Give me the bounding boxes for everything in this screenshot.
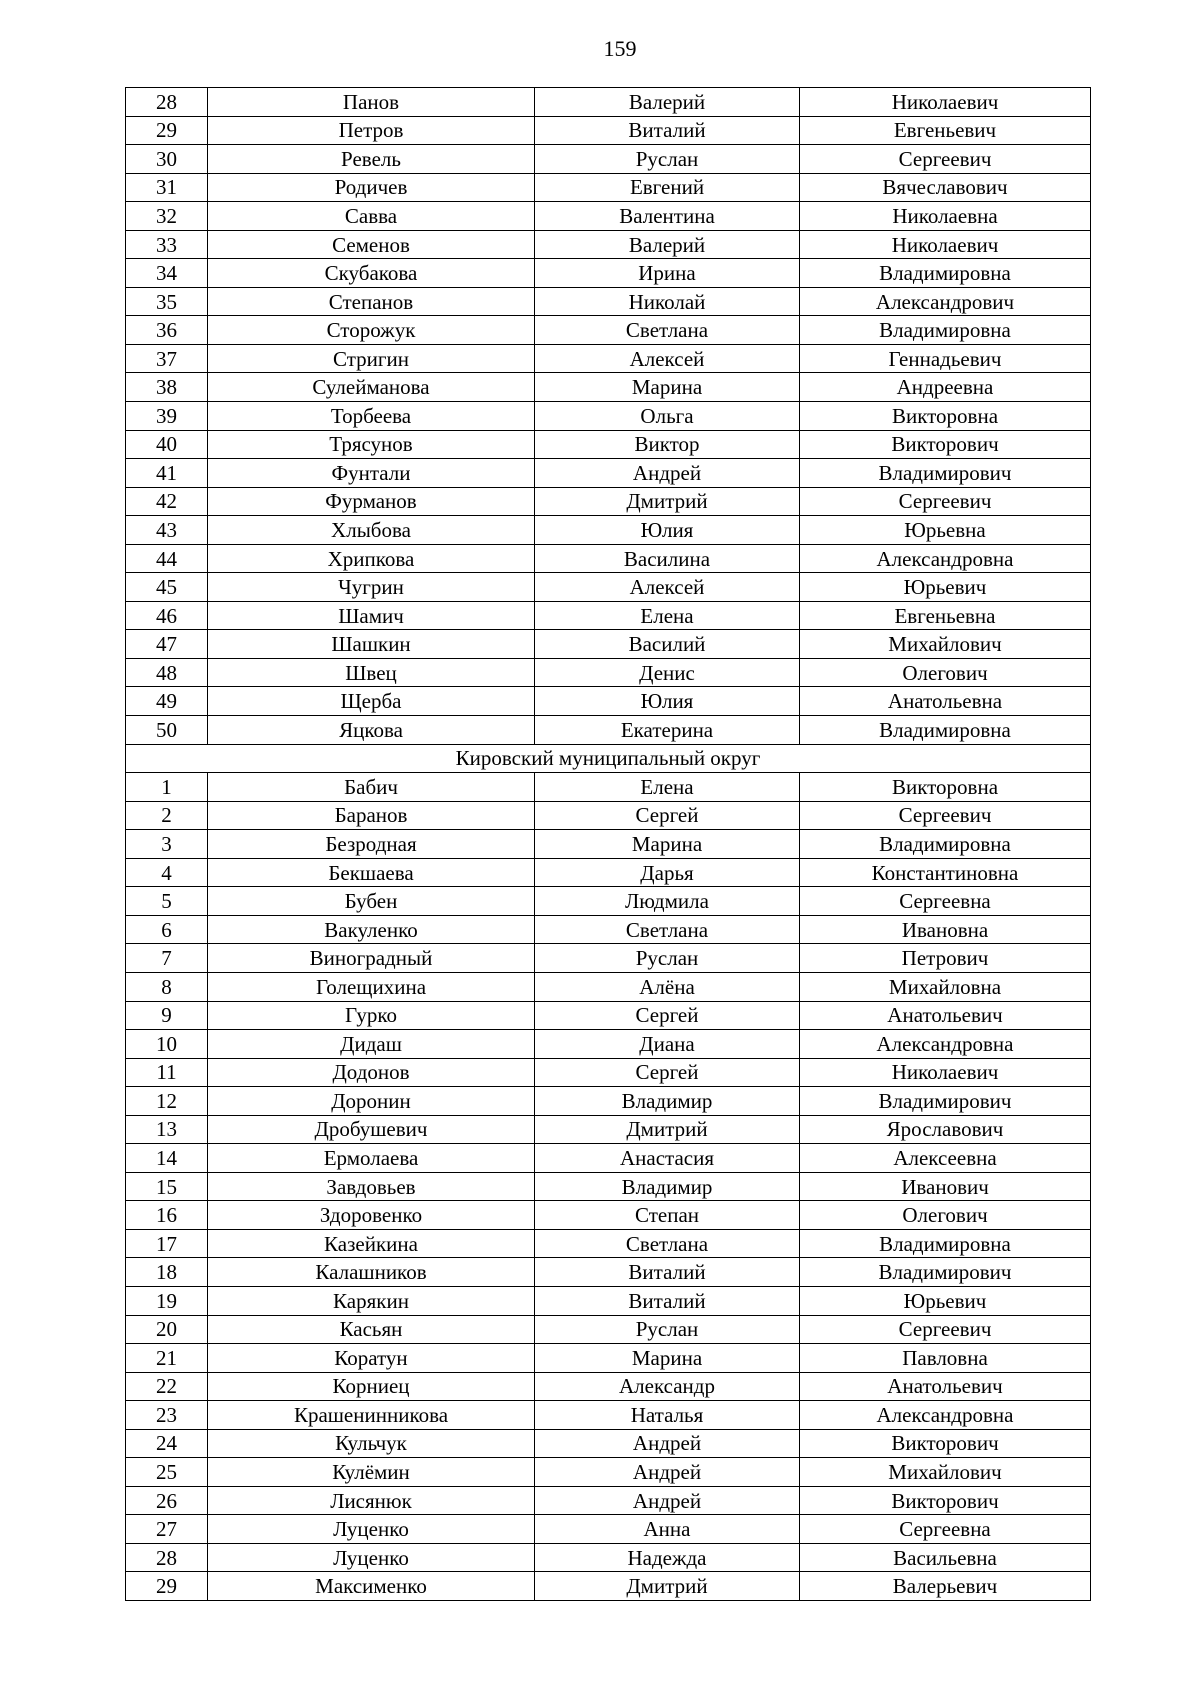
patronymic-cell: Александровна xyxy=(800,544,1091,573)
row-number: 2 xyxy=(126,801,208,830)
name-cell: Руслан xyxy=(535,1315,800,1344)
name-cell: Ирина xyxy=(535,259,800,288)
roster-body xyxy=(126,88,1091,1601)
row-number: 29 xyxy=(126,1572,208,1601)
surname-cell: Калашников xyxy=(208,1258,535,1287)
patronymic-cell: Викторович xyxy=(800,1486,1091,1515)
name-cell: Николай xyxy=(535,287,800,316)
patronymic-cell: Николаевич xyxy=(800,230,1091,259)
surname-cell: Скубакова xyxy=(208,259,535,288)
table-row xyxy=(126,430,1091,459)
table-row xyxy=(126,630,1091,659)
table-row xyxy=(126,316,1091,345)
table-row xyxy=(126,658,1091,687)
name-cell: Руслан xyxy=(535,944,800,973)
surname-cell: Торбеева xyxy=(208,402,535,431)
name-cell: Юлия xyxy=(535,516,800,545)
row-number: 45 xyxy=(126,573,208,602)
table-row xyxy=(126,1572,1091,1601)
table-row xyxy=(126,516,1091,545)
surname-cell: Доронин xyxy=(208,1087,535,1116)
table-row xyxy=(126,887,1091,916)
patronymic-cell: Сергеевна xyxy=(800,1515,1091,1544)
table-row xyxy=(126,1058,1091,1087)
row-number: 11 xyxy=(126,1058,208,1087)
row-number: 46 xyxy=(126,601,208,630)
name-cell: Светлана xyxy=(535,915,800,944)
patronymic-cell: Сергеевич xyxy=(800,487,1091,516)
table-row xyxy=(126,601,1091,630)
name-cell: Диана xyxy=(535,1030,800,1059)
section-row xyxy=(126,744,1091,773)
surname-cell: Виноградный xyxy=(208,944,535,973)
surname-cell: Бубен xyxy=(208,887,535,916)
patronymic-cell: Николаевна xyxy=(800,202,1091,231)
surname-cell: Дидаш xyxy=(208,1030,535,1059)
row-number: 26 xyxy=(126,1486,208,1515)
patronymic-cell: Юрьевич xyxy=(800,573,1091,602)
row-number: 29 xyxy=(126,116,208,145)
surname-cell: Сулейманова xyxy=(208,373,535,402)
name-cell: Надежда xyxy=(535,1543,800,1572)
name-cell: Марина xyxy=(535,830,800,859)
patronymic-cell: Владимировна xyxy=(800,259,1091,288)
patronymic-cell: Александрович xyxy=(800,287,1091,316)
row-number: 31 xyxy=(126,173,208,202)
table-row xyxy=(126,1258,1091,1287)
row-number: 7 xyxy=(126,944,208,973)
surname-cell: Луценко xyxy=(208,1515,535,1544)
patronymic-cell: Владимировна xyxy=(800,1229,1091,1258)
row-number: 3 xyxy=(126,830,208,859)
row-number: 14 xyxy=(126,1144,208,1173)
surname-cell: Ревель xyxy=(208,145,535,174)
row-number: 48 xyxy=(126,658,208,687)
row-number: 9 xyxy=(126,1001,208,1030)
name-cell: Денис xyxy=(535,658,800,687)
name-cell: Александр xyxy=(535,1372,800,1401)
surname-cell: Чугрин xyxy=(208,573,535,602)
patronymic-cell: Викторовна xyxy=(800,773,1091,802)
section-title: Кировский муниципальный округ xyxy=(126,744,1091,773)
patronymic-cell: Николаевич xyxy=(800,88,1091,117)
patronymic-cell: Петрович xyxy=(800,944,1091,973)
row-number: 44 xyxy=(126,544,208,573)
table-row xyxy=(126,1144,1091,1173)
name-cell: Виталий xyxy=(535,1258,800,1287)
patronymic-cell: Сергеевич xyxy=(800,1315,1091,1344)
surname-cell: Казейкина xyxy=(208,1229,535,1258)
surname-cell: Шамич xyxy=(208,601,535,630)
name-cell: Валерий xyxy=(535,88,800,117)
name-cell: Виталий xyxy=(535,116,800,145)
surname-cell: Максименко xyxy=(208,1572,535,1601)
name-cell: Сергей xyxy=(535,801,800,830)
patronymic-cell: Сергеевна xyxy=(800,887,1091,916)
table-row xyxy=(126,544,1091,573)
row-number: 22 xyxy=(126,1372,208,1401)
table-row xyxy=(126,1030,1091,1059)
patronymic-cell: Михайлович xyxy=(800,630,1091,659)
name-cell: Виталий xyxy=(535,1286,800,1315)
surname-cell: Карякин xyxy=(208,1286,535,1315)
table-row xyxy=(126,1201,1091,1230)
row-number: 1 xyxy=(126,773,208,802)
name-cell: Светлана xyxy=(535,1229,800,1258)
patronymic-cell: Анатольевич xyxy=(800,1372,1091,1401)
patronymic-cell: Ивановна xyxy=(800,915,1091,944)
surname-cell: Трясунов xyxy=(208,430,535,459)
row-number: 16 xyxy=(126,1201,208,1230)
table-row xyxy=(126,116,1091,145)
patronymic-cell: Владимирович xyxy=(800,459,1091,488)
patronymic-cell: Михайловна xyxy=(800,972,1091,1001)
table-row xyxy=(126,287,1091,316)
surname-cell: Вакуленко xyxy=(208,915,535,944)
table-row xyxy=(126,1372,1091,1401)
surname-cell: Крашенинникова xyxy=(208,1401,535,1430)
name-cell: Елена xyxy=(535,773,800,802)
row-number: 40 xyxy=(126,430,208,459)
patronymic-cell: Вячеславович xyxy=(800,173,1091,202)
surname-cell: Голещихина xyxy=(208,972,535,1001)
surname-cell: Здоровенко xyxy=(208,1201,535,1230)
table-row xyxy=(126,801,1091,830)
patronymic-cell: Константиновна xyxy=(800,858,1091,887)
row-number: 41 xyxy=(126,459,208,488)
row-number: 18 xyxy=(126,1258,208,1287)
name-cell: Юлия xyxy=(535,687,800,716)
row-number: 37 xyxy=(126,344,208,373)
table-row xyxy=(126,88,1091,117)
surname-cell: Бабич xyxy=(208,773,535,802)
name-cell: Екатерина xyxy=(535,716,800,745)
row-number: 6 xyxy=(126,915,208,944)
table-row xyxy=(126,202,1091,231)
row-number: 34 xyxy=(126,259,208,288)
name-cell: Валентина xyxy=(535,202,800,231)
patronymic-cell: Сергеевич xyxy=(800,801,1091,830)
table-row xyxy=(126,1172,1091,1201)
name-cell: Евгений xyxy=(535,173,800,202)
row-number: 12 xyxy=(126,1087,208,1116)
row-number: 8 xyxy=(126,972,208,1001)
surname-cell: Додонов xyxy=(208,1058,535,1087)
surname-cell: Корниец xyxy=(208,1372,535,1401)
name-cell: Людмила xyxy=(535,887,800,916)
table-row xyxy=(126,573,1091,602)
surname-cell: Лисянюк xyxy=(208,1486,535,1515)
row-number: 24 xyxy=(126,1429,208,1458)
surname-cell: Фунтали xyxy=(208,459,535,488)
row-number: 28 xyxy=(126,88,208,117)
name-cell: Владимир xyxy=(535,1172,800,1201)
table-row xyxy=(126,1429,1091,1458)
name-cell: Руслан xyxy=(535,145,800,174)
name-cell: Андрей xyxy=(535,1429,800,1458)
table-row xyxy=(126,173,1091,202)
table-row xyxy=(126,972,1091,1001)
row-number: 39 xyxy=(126,402,208,431)
roster-table xyxy=(125,87,1091,1601)
surname-cell: Семенов xyxy=(208,230,535,259)
row-number: 15 xyxy=(126,1172,208,1201)
row-number: 33 xyxy=(126,230,208,259)
patronymic-cell: Олегович xyxy=(800,1201,1091,1230)
row-number: 23 xyxy=(126,1401,208,1430)
surname-cell: Стригин xyxy=(208,344,535,373)
table-row xyxy=(126,373,1091,402)
patronymic-cell: Владимировна xyxy=(800,716,1091,745)
name-cell: Валерий xyxy=(535,230,800,259)
patronymic-cell: Анатольевна xyxy=(800,687,1091,716)
surname-cell: Степанов xyxy=(208,287,535,316)
row-number: 30 xyxy=(126,145,208,174)
patronymic-cell: Валерьевич xyxy=(800,1572,1091,1601)
name-cell: Дмитрий xyxy=(535,1572,800,1601)
patronymic-cell: Юрьевна xyxy=(800,516,1091,545)
table-row xyxy=(126,459,1091,488)
surname-cell: Ермолаева xyxy=(208,1144,535,1173)
patronymic-cell: Владимировна xyxy=(800,316,1091,345)
table-row xyxy=(126,487,1091,516)
table-row xyxy=(126,773,1091,802)
patronymic-cell: Павловна xyxy=(800,1344,1091,1373)
surname-cell: Фурманов xyxy=(208,487,535,516)
surname-cell: Завдовьев xyxy=(208,1172,535,1201)
surname-cell: Родичев xyxy=(208,173,535,202)
name-cell: Сергей xyxy=(535,1058,800,1087)
table-row xyxy=(126,1344,1091,1373)
surname-cell: Касьян xyxy=(208,1315,535,1344)
patronymic-cell: Владимирович xyxy=(800,1258,1091,1287)
table-row xyxy=(126,1286,1091,1315)
surname-cell: Дробушевич xyxy=(208,1115,535,1144)
name-cell: Василина xyxy=(535,544,800,573)
name-cell: Сергей xyxy=(535,1001,800,1030)
name-cell: Степан xyxy=(535,1201,800,1230)
row-number: 32 xyxy=(126,202,208,231)
name-cell: Анастасия xyxy=(535,1144,800,1173)
row-number: 5 xyxy=(126,887,208,916)
table-row xyxy=(126,1087,1091,1116)
table-row xyxy=(126,1315,1091,1344)
table-row xyxy=(126,1543,1091,1572)
patronymic-cell: Викторовна xyxy=(800,402,1091,431)
patronymic-cell: Викторович xyxy=(800,430,1091,459)
patronymic-cell: Анатольевич xyxy=(800,1001,1091,1030)
table-row xyxy=(126,1515,1091,1544)
name-cell: Марина xyxy=(535,373,800,402)
surname-cell: Сторожук xyxy=(208,316,535,345)
row-number: 27 xyxy=(126,1515,208,1544)
patronymic-cell: Олегович xyxy=(800,658,1091,687)
name-cell: Наталья xyxy=(535,1401,800,1430)
surname-cell: Коратун xyxy=(208,1344,535,1373)
table-row xyxy=(126,944,1091,973)
patronymic-cell: Алексеевна xyxy=(800,1144,1091,1173)
row-number: 43 xyxy=(126,516,208,545)
surname-cell: Савва xyxy=(208,202,535,231)
row-number: 20 xyxy=(126,1315,208,1344)
name-cell: Андрей xyxy=(535,459,800,488)
patronymic-cell: Александровна xyxy=(800,1401,1091,1430)
surname-cell: Петров xyxy=(208,116,535,145)
table-row xyxy=(126,1001,1091,1030)
surname-cell: Гурко xyxy=(208,1001,535,1030)
patronymic-cell: Александровна xyxy=(800,1030,1091,1059)
row-number: 42 xyxy=(126,487,208,516)
row-number: 4 xyxy=(126,858,208,887)
name-cell: Алексей xyxy=(535,573,800,602)
surname-cell: Швец xyxy=(208,658,535,687)
row-number: 17 xyxy=(126,1229,208,1258)
name-cell: Марина xyxy=(535,1344,800,1373)
table-row xyxy=(126,1115,1091,1144)
name-cell: Андрей xyxy=(535,1458,800,1487)
patronymic-cell: Иванович xyxy=(800,1172,1091,1201)
patronymic-cell: Юрьевич xyxy=(800,1286,1091,1315)
patronymic-cell: Михайлович xyxy=(800,1458,1091,1487)
name-cell: Василий xyxy=(535,630,800,659)
table-row xyxy=(126,230,1091,259)
row-number: 28 xyxy=(126,1543,208,1572)
row-number: 38 xyxy=(126,373,208,402)
surname-cell: Панов xyxy=(208,88,535,117)
surname-cell: Яцкова xyxy=(208,716,535,745)
table-row xyxy=(126,858,1091,887)
surname-cell: Баранов xyxy=(208,801,535,830)
table-row xyxy=(126,1401,1091,1430)
name-cell: Андрей xyxy=(535,1486,800,1515)
surname-cell: Кулёмин xyxy=(208,1458,535,1487)
patronymic-cell: Васильевна xyxy=(800,1543,1091,1572)
surname-cell: Луценко xyxy=(208,1543,535,1572)
name-cell: Дмитрий xyxy=(535,1115,800,1144)
table-row xyxy=(126,145,1091,174)
surname-cell: Бекшаева xyxy=(208,858,535,887)
name-cell: Владимир xyxy=(535,1087,800,1116)
row-number: 13 xyxy=(126,1115,208,1144)
patronymic-cell: Николаевич xyxy=(800,1058,1091,1087)
patronymic-cell: Ярославович xyxy=(800,1115,1091,1144)
table-row xyxy=(126,1458,1091,1487)
row-number: 49 xyxy=(126,687,208,716)
name-cell: Светлана xyxy=(535,316,800,345)
table-row xyxy=(126,259,1091,288)
patronymic-cell: Евгеньевна xyxy=(800,601,1091,630)
table-row xyxy=(126,687,1091,716)
page-number: 159 xyxy=(603,36,637,61)
patronymic-cell: Викторович xyxy=(800,1429,1091,1458)
name-cell: Алексей xyxy=(535,344,800,373)
table-row xyxy=(126,402,1091,431)
row-number: 36 xyxy=(126,316,208,345)
patronymic-cell: Владимирович xyxy=(800,1087,1091,1116)
surname-cell: Хрипкова xyxy=(208,544,535,573)
name-cell: Дарья xyxy=(535,858,800,887)
row-number: 25 xyxy=(126,1458,208,1487)
patronymic-cell: Андреевна xyxy=(800,373,1091,402)
table-row xyxy=(126,344,1091,373)
table-row xyxy=(126,830,1091,859)
patronymic-cell: Сергеевич xyxy=(800,145,1091,174)
surname-cell: Хлыбова xyxy=(208,516,535,545)
patronymic-cell: Владимировна xyxy=(800,830,1091,859)
name-cell: Анна xyxy=(535,1515,800,1544)
table-row xyxy=(126,1229,1091,1258)
row-number: 35 xyxy=(126,287,208,316)
table-row xyxy=(126,716,1091,745)
row-number: 50 xyxy=(126,716,208,745)
name-cell: Алёна xyxy=(535,972,800,1001)
surname-cell: Шашкин xyxy=(208,630,535,659)
row-number: 21 xyxy=(126,1344,208,1373)
surname-cell: Кульчук xyxy=(208,1429,535,1458)
name-cell: Елена xyxy=(535,601,800,630)
row-number: 47 xyxy=(126,630,208,659)
row-number: 10 xyxy=(126,1030,208,1059)
row-number: 19 xyxy=(126,1286,208,1315)
surname-cell: Безродная xyxy=(208,830,535,859)
patronymic-cell: Евгеньевич xyxy=(800,116,1091,145)
patronymic-cell: Геннадьевич xyxy=(800,344,1091,373)
table-row xyxy=(126,915,1091,944)
surname-cell: Щерба xyxy=(208,687,535,716)
name-cell: Ольга xyxy=(535,402,800,431)
table-row xyxy=(126,1486,1091,1515)
name-cell: Виктор xyxy=(535,430,800,459)
name-cell: Дмитрий xyxy=(535,487,800,516)
